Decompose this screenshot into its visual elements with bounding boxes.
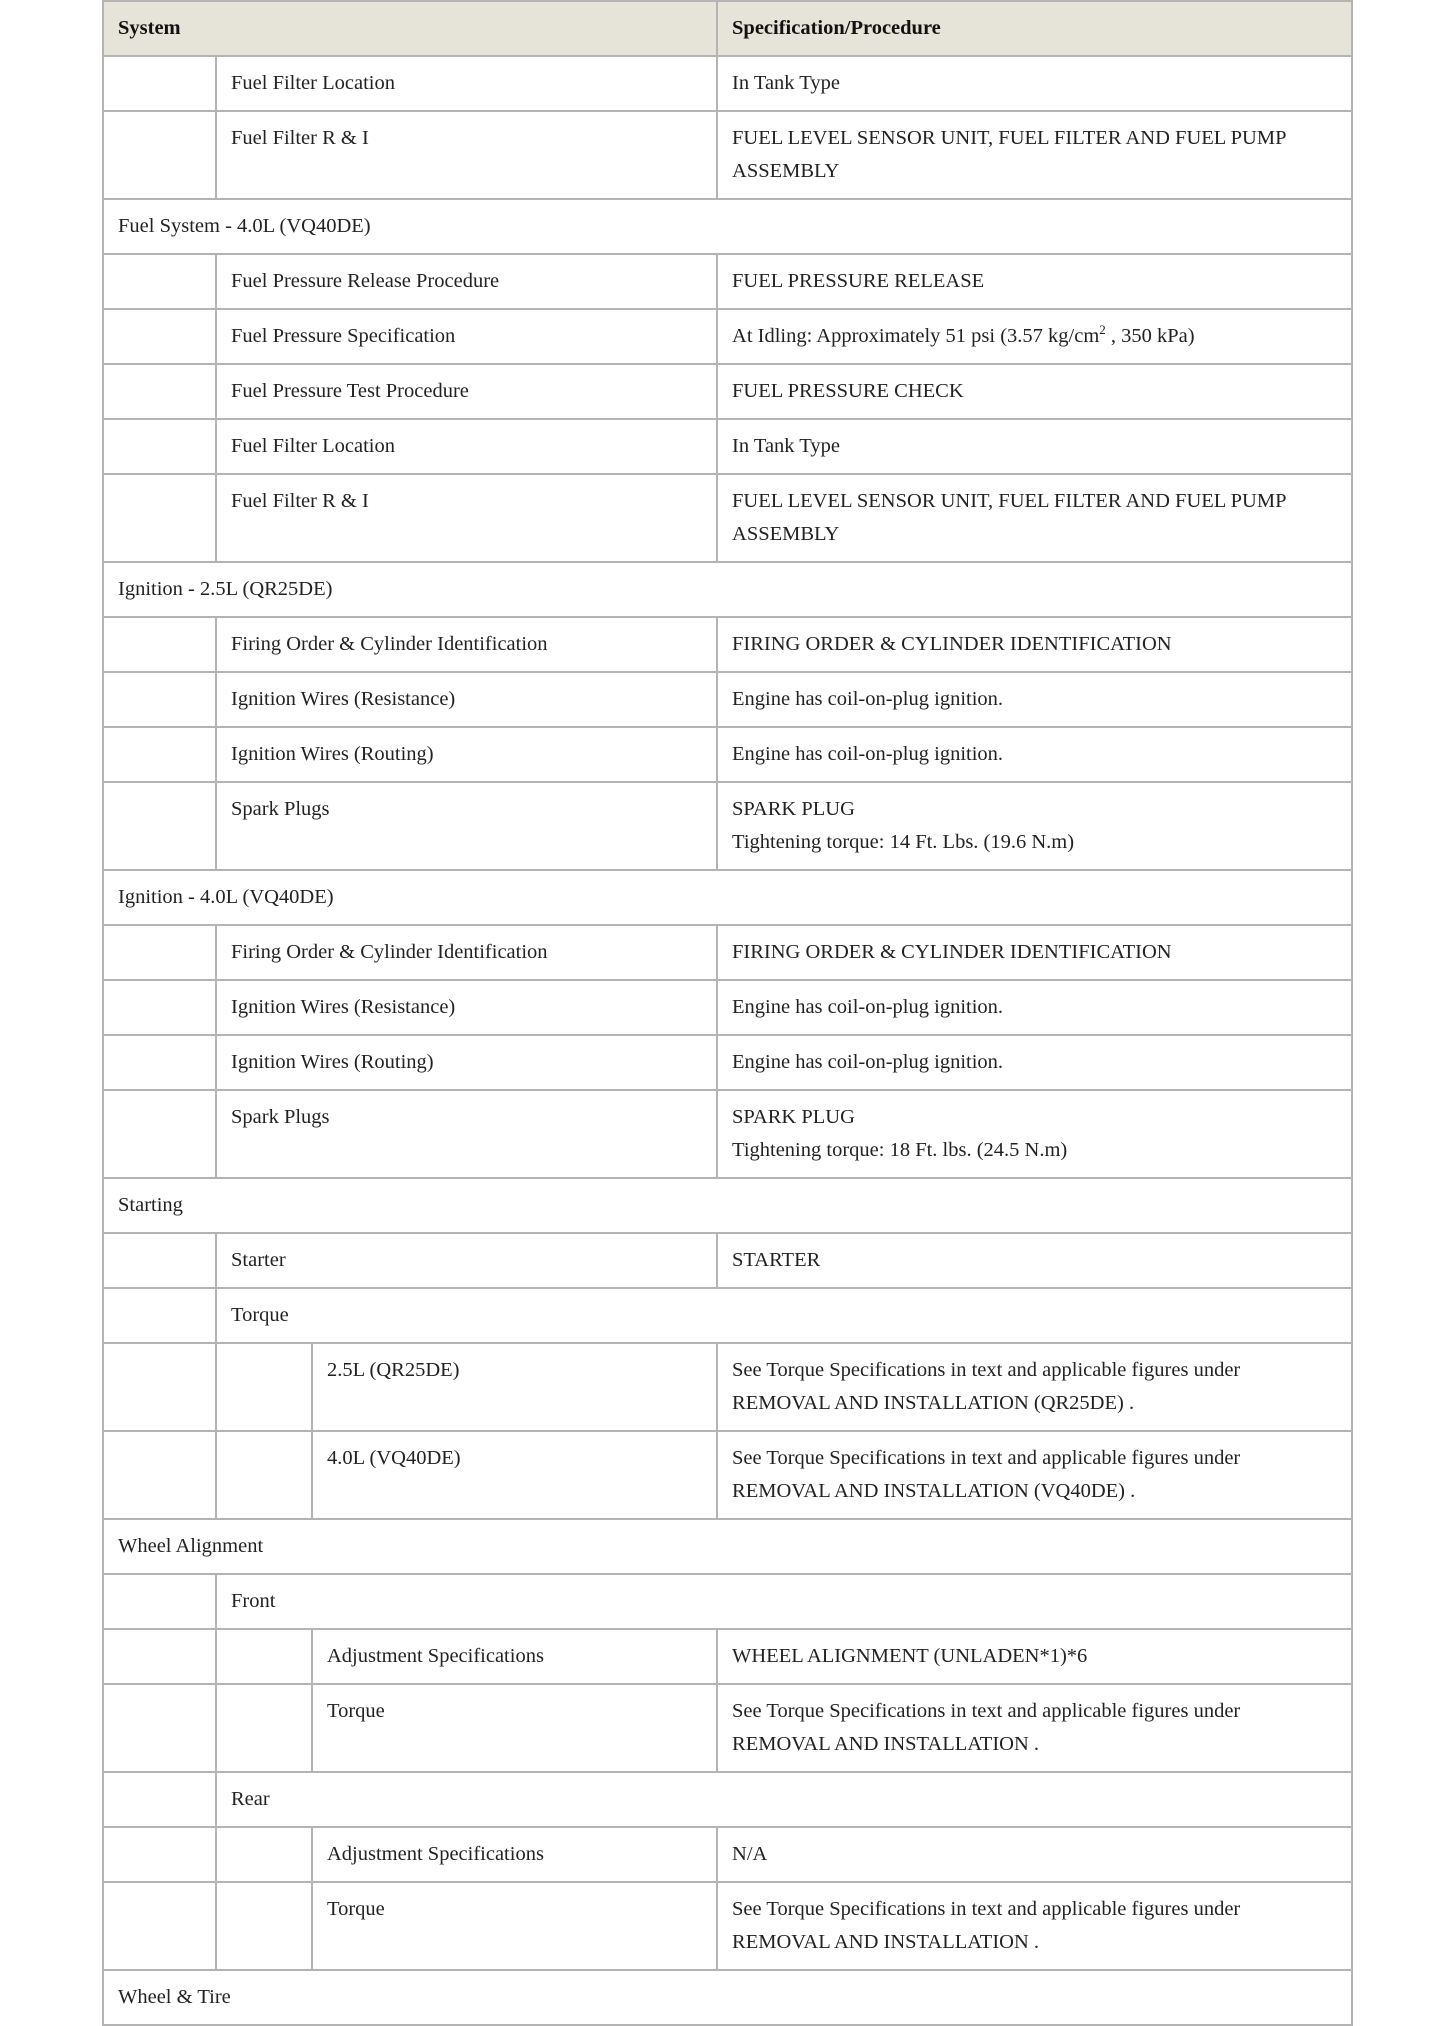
value-text: Engine has coil-on-plug ignition. [732,743,1004,765]
item-value [717,925,1352,980]
item-value [717,672,1352,727]
item-value [717,727,1352,782]
specification-column-header: Specification/Procedure [717,1,1352,56]
item-value [717,980,1352,1035]
item-value [717,1233,1352,1288]
table-row [103,474,1352,562]
item-label: Fuel Pressure Test Procedure [216,364,717,419]
item-value [717,1684,1352,1772]
indent-cell [216,1827,312,1882]
table-row [103,309,1352,364]
indent-cell [103,1827,216,1882]
indent-cell [103,1035,216,1090]
value-text: FIRING ORDER & CYLINDER IDENTIFICATION [732,633,1172,655]
item-value [717,1629,1352,1684]
indent-cell [103,617,216,672]
item-value [717,474,1352,562]
subsection-label: Torque [216,1288,1352,1343]
value-text: In Tank Type [732,72,840,94]
table-row [103,980,1352,1035]
table-row [103,925,1352,980]
item-label: Ignition Wires (Routing) [216,1035,717,1090]
indent-cell [103,309,216,364]
indent-cell [103,364,216,419]
indent-cell [216,1629,312,1684]
item-value [717,254,1352,309]
section-label: Starting [103,1178,1352,1233]
table-header-row [103,1,1352,56]
item-label: Fuel Filter R & I [216,111,717,199]
item-value [717,1090,1352,1178]
indent-cell [103,727,216,782]
item-label: Fuel Filter Location [216,56,717,111]
section-label: Fuel System - 4.0L (VQ40DE) [103,199,1352,254]
item-value [717,1343,1352,1431]
section-row [103,1178,1352,1233]
value-text: See Torque Specifications in text and applicable figures under REMOVAL AND INSTALLATION . [732,1898,1241,1953]
indent-cell [216,1431,312,1519]
indent-cell [216,1882,312,1970]
indent-cell [103,980,216,1035]
section-label: Ignition - 4.0L (VQ40DE) [103,870,1352,925]
value-text: SPARK PLUG [732,1106,855,1128]
section-label: Wheel & Tire [103,1970,1352,2025]
table-row [103,1882,1352,1970]
value-text: See Torque Specifications in text and applicable figures under REMOVAL AND INSTALLATION . [732,1700,1241,1755]
indent-cell [103,1343,216,1431]
section-row [103,199,1352,254]
value-text: FUEL LEVEL SENSOR UNIT, FUEL FILTER AND FUEL PUMP ASSEMBLY [732,490,1286,545]
section-label: Wheel Alignment [103,1519,1352,1574]
value-text: FUEL PRESSURE RELEASE [732,270,985,292]
indent-cell [103,1574,216,1629]
table-row [103,419,1352,474]
indent-cell [103,1882,216,1970]
indent-cell [103,1431,216,1519]
table-row [103,672,1352,727]
value-text: N/A [732,1843,768,1865]
indent-cell [103,56,216,111]
subsection-row [103,1772,1352,1827]
table-row [103,727,1352,782]
indent-cell [216,1343,312,1431]
value-line-2: Tightening torque: 14 Ft. Lbs. (19.6 N.m) [732,831,1075,853]
indent-cell [103,419,216,474]
table-row [103,1090,1352,1178]
item-label: Ignition Wires (Resistance) [216,672,717,727]
item-value [717,1431,1352,1519]
section-row [103,1970,1352,2025]
item-label: Firing Order & Cylinder Identification [216,925,717,980]
item-label: Fuel Pressure Specification [216,309,717,364]
superscript: 2 [1099,322,1106,337]
indent-cell [103,1684,216,1772]
system-column-header: System [103,1,717,56]
item-label: Torque [312,1684,717,1772]
value-text: SPARK PLUG [732,798,855,820]
table-body [103,56,1352,2025]
value-text: In Tank Type [732,435,840,457]
indent-cell [103,1288,216,1343]
value-text: Engine has coil-on-plug ignition. [732,688,1004,710]
table-row [103,364,1352,419]
indent-cell [103,111,216,199]
subsection-row [103,1288,1352,1343]
item-label: Fuel Filter R & I [216,474,717,562]
indent-cell [103,1233,216,1288]
value-text: Engine has coil-on-plug ignition. [732,996,1004,1018]
table-row [103,1431,1352,1519]
value-line-2: Tightening torque: 18 Ft. lbs. (24.5 N.m) [732,1139,1068,1161]
value-text: See Torque Specifications in text and applicable figures under REMOVAL AND INSTALLATION (QR25DE) . [732,1359,1241,1414]
value-text: Engine has coil-on-plug ignition. [732,1051,1004,1073]
section-label: Ignition - 2.5L (QR25DE) [103,562,1352,617]
item-value [717,1035,1352,1090]
indent-cell [103,474,216,562]
indent-cell [103,925,216,980]
section-row [103,1519,1352,1574]
item-value [717,364,1352,419]
item-label: Starter [216,1233,717,1288]
item-label: Spark Plugs [216,782,717,870]
subsection-label: Rear [216,1772,1352,1827]
table-row [103,111,1352,199]
value-text: FUEL LEVEL SENSOR UNIT, FUEL FILTER AND FUEL PUMP ASSEMBLY [732,127,1286,182]
subsection-row [103,1574,1352,1629]
item-value [717,1882,1352,1970]
table-row [103,1233,1352,1288]
table-row [103,56,1352,111]
item-label: Ignition Wires (Resistance) [216,980,717,1035]
table-row [103,1035,1352,1090]
table-row [103,1827,1352,1882]
value-text: WHEEL ALIGNMENT (UNLADEN*1)*6 [732,1645,1088,1667]
item-label: Fuel Pressure Release Procedure [216,254,717,309]
table-row [103,1343,1352,1431]
section-row [103,562,1352,617]
item-value [717,309,1352,364]
table-row [103,1629,1352,1684]
table-row [103,254,1352,309]
table-row [103,782,1352,870]
item-label: Fuel Filter Location [216,419,717,474]
item-value [717,56,1352,111]
indent-cell [103,782,216,870]
indent-cell [103,1772,216,1827]
item-label: Firing Order & Cylinder Identification [216,617,717,672]
item-value [717,1827,1352,1882]
value-text: FUEL PRESSURE CHECK [732,380,964,402]
indent-cell [216,1684,312,1772]
value-text: At Idling: Approximately 51 psi (3.57 kg/cm [732,325,1100,347]
item-value [717,782,1352,870]
item-value [717,617,1352,672]
item-label: Torque [312,1882,717,1970]
item-label: Adjustment Specifications [312,1629,717,1684]
item-label: Adjustment Specifications [312,1827,717,1882]
section-row [103,870,1352,925]
indent-cell [103,1090,216,1178]
item-value [717,419,1352,474]
indent-cell [103,254,216,309]
item-label: 4.0L (VQ40DE) [312,1431,717,1519]
table-row [103,617,1352,672]
table-row [103,1684,1352,1772]
indent-cell [103,672,216,727]
subsection-label: Front [216,1574,1352,1629]
value-text-after: , 350 kPa) [1105,325,1195,347]
item-label: Ignition Wires (Routing) [216,727,717,782]
indent-cell [103,1629,216,1684]
specification-table [102,0,1353,2026]
item-label: Spark Plugs [216,1090,717,1178]
value-text: See Torque Specifications in text and applicable figures under REMOVAL AND INSTALLATION (VQ40DE) . [732,1447,1241,1502]
item-label: 2.5L (QR25DE) [312,1343,717,1431]
item-value [717,111,1352,199]
value-text: FIRING ORDER & CYLINDER IDENTIFICATION [732,941,1172,963]
value-text: STARTER [732,1249,821,1271]
